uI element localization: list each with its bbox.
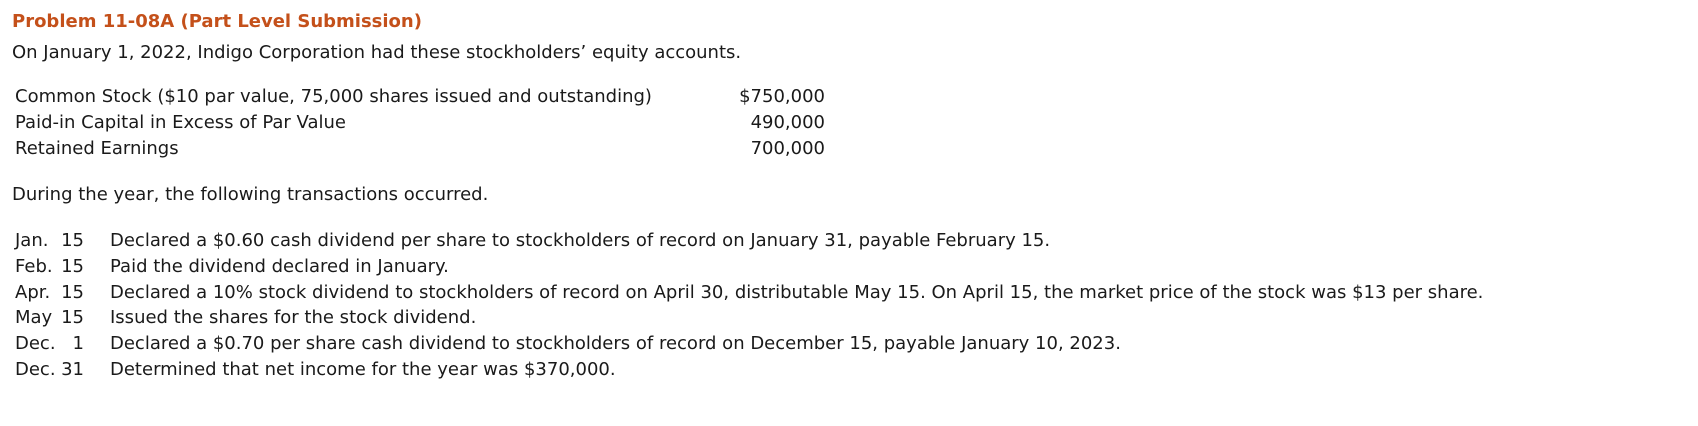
equity-label: Retained Earnings [15,138,179,159]
equity-label: Paid-in Capital in Excess of Par Value [15,112,346,133]
transaction-day: 15 [61,281,84,303]
intro-text: On January 1, 2022, Indigo Corporation had these stockholders’ equity accounts. [12,42,742,63]
equity-amount: 700,000 [750,138,825,159]
transaction-month: Apr. [15,281,51,303]
transaction-description: Paid the dividend declared in January. [110,255,449,277]
equity-label: Common Stock ($10 par value, 75,000 shares issued and outstanding) [15,86,652,107]
transaction-month: May [15,307,53,329]
equity-amount: 490,000 [750,112,825,133]
equity-amount: $750,000 [739,86,825,107]
transaction-day: 31 [61,358,84,380]
transaction-month: Dec. [15,333,56,355]
equity-row [15,138,825,164]
transaction-month: Jan. [15,230,49,251]
transaction-day: 15 [61,307,84,329]
equity-row [15,86,825,112]
transaction-day: 15 [61,230,84,251]
transaction-description: Declared a $0.60 cash dividend per share to stockholders of record on January 31, payable February 15. [110,230,1051,251]
transaction-month: Dec. [15,358,56,380]
transaction-day: 1 [72,333,84,355]
transactions-intro: During the year, the following transactions occurred. [12,184,489,205]
transaction-description: Declared a $0.70 per share cash dividend to stockholders of record on December 15, payable January 10, 2023. [110,333,1121,355]
transaction-description: Issued the shares for the stock dividend. [110,307,477,329]
transaction-day: 15 [61,255,84,277]
transaction-month: Feb. [15,255,53,277]
transaction-description: Determined that net income for the year was $370,000. [110,358,616,380]
transaction-description: Declared a 10% stock dividend to stockholders of record on April 30, distributable May 15. On April 15, the market price of the stock was $13 per share. [110,281,1484,303]
equity-row [15,112,825,138]
equity-accounts-table [15,86,825,164]
problem-title: Problem 11-08A (Part Level Submission) [12,11,422,32]
